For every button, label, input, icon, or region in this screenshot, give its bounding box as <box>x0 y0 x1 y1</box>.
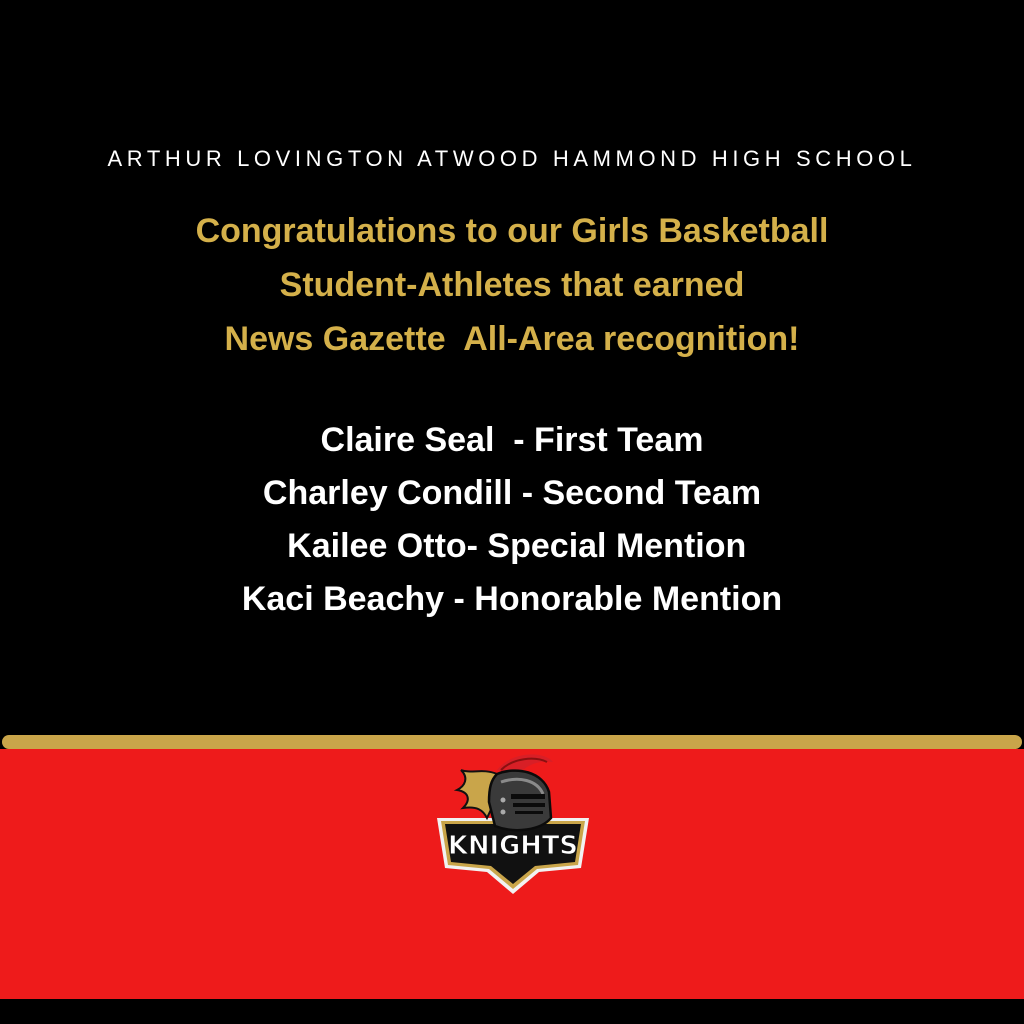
honoree-item: Claire Seal - First Team <box>320 421 704 459</box>
school-name: ARTHUR LOVINGTON ATWOOD HAMMOND HIGH SCHOOL <box>107 146 917 171</box>
headline-line: News Gazette All-Area recognition! <box>224 320 800 358</box>
logo-wordmark: KNIGHTS <box>448 831 578 861</box>
gold-divider <box>2 735 1022 749</box>
honoree-list <box>0 414 1024 626</box>
honoree-item: Kaci Beachy - Honorable Mention <box>241 580 783 618</box>
knights-logo <box>431 748 595 898</box>
headline <box>0 204 1024 366</box>
honoree-item: Charley Condill - Second Team <box>262 474 762 512</box>
headline-line: Student-Athletes that earned <box>279 266 745 304</box>
honoree-item: Kailee Otto- Special Mention <box>277 527 747 565</box>
bottom-bar <box>0 999 1024 1024</box>
headline-line: Congratulations to our Girls Basketball <box>195 212 829 250</box>
